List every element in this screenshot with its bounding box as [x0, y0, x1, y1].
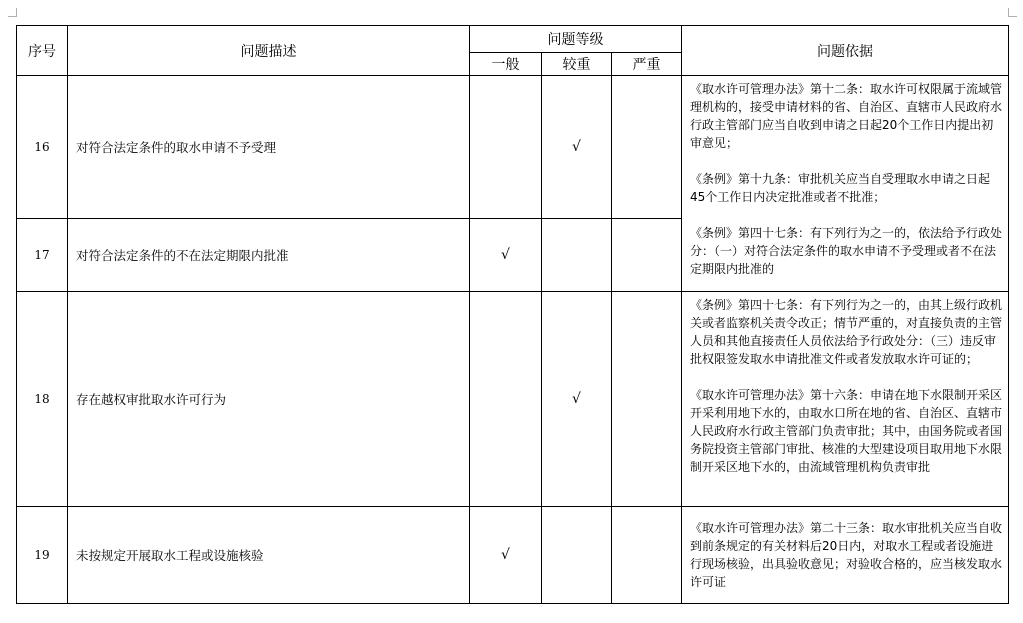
row-index: 18 [17, 292, 68, 507]
basis-paragraph: 《取水许可管理办法》第十六条：申请在地下水限制开采区开采利用地下水的，由取水口所在地的省、自治区、直辖市人民政府水行政主管部门负责审批；其中，由国务院或者国务院投资主管部门审批、核准的大型建设项目取用地下水限制开采区地下水的，由流域管理机构负责审批 [690, 388, 1003, 474]
page-corner-mark-right [1008, 8, 1017, 17]
cell-level-serious [542, 219, 612, 292]
row-description: 对符合法定条件的取水申请不予受理 [68, 76, 470, 219]
header-index: 序号 [17, 26, 68, 76]
basis-paragraph: 《条例》第四十七条：有下列行为之一的，由其上级行政机关或者监察机关责令改正；情节严重的，对直接负责的主管人员和其他直接责任人员依法给予行政处分：（三）违反审批权限签发取水申请批准文件或者发放取水许可证的； [690, 298, 1003, 366]
table-row [17, 292, 1009, 507]
basis-paragraph: 《取水许可管理办法》第十二条：取水许可权限属于流域管理机构的，接受申请材料的省、自治区、直辖市人民政府水行政主管部门应当自收到申请之日起20个工作日内提出初审意见； [690, 82, 1003, 150]
check-mark-icon: √ [572, 391, 581, 407]
table-row [17, 507, 1009, 604]
page-corner-mark-left [8, 8, 17, 17]
table-row [17, 76, 1009, 219]
row-index: 17 [17, 219, 68, 292]
row-basis [682, 507, 1009, 604]
cell-level-severe [612, 76, 682, 219]
row-basis [682, 292, 1009, 507]
basis-paragraph: 《取水许可管理办法》第二十三条：取水审批机关应当自收到前条规定的有关材料后20日内，对取水工程或者设施进行现场核验，出具验收意见；对验收合格的，应当核发取水许可证 [690, 521, 1003, 589]
basis-paragraph: 《条例》第十九条：审批机关应当自受理取水申请之日起45个工作日内决定批准或者不批准； [690, 172, 991, 204]
check-mark-icon: √ [501, 547, 510, 563]
header-basis: 问题依据 [682, 26, 1009, 76]
row-index: 19 [17, 507, 68, 604]
check-mark-icon: √ [501, 247, 510, 263]
cell-level-general [470, 219, 542, 292]
header-level-general: 一般 [470, 53, 542, 76]
cell-level-general [470, 507, 542, 604]
cell-level-general [470, 76, 542, 219]
check-mark-icon: √ [572, 139, 581, 155]
header-row [17, 26, 1009, 53]
cell-level-severe [612, 292, 682, 507]
cell-level-serious [542, 507, 612, 604]
row-description: 未按规定开展取水工程或设施核验 [68, 507, 470, 604]
header-level-serious: 较重 [542, 53, 612, 76]
cell-level-serious [542, 76, 612, 219]
header-description: 问题描述 [68, 26, 470, 76]
header-level-severe: 严重 [612, 53, 682, 76]
basis-paragraph: 《条例》第四十七条：有下列行为之一的，依法给予行政处分：（一）对符合法定条件的取水申请不予受理或者不在法定期限内批准的 [690, 226, 1003, 276]
cell-level-general [470, 292, 542, 507]
header-level-group: 问题等级 [470, 26, 682, 53]
row-description: 存在越权审批取水许可行为 [68, 292, 470, 507]
row-description: 对符合法定条件的不在法定期限内批准 [68, 219, 470, 292]
row-basis [682, 76, 1009, 292]
cell-level-serious [542, 292, 612, 507]
cell-level-severe [612, 219, 682, 292]
row-index: 16 [17, 76, 68, 219]
issue-table [16, 25, 1009, 604]
cell-level-severe [612, 507, 682, 604]
